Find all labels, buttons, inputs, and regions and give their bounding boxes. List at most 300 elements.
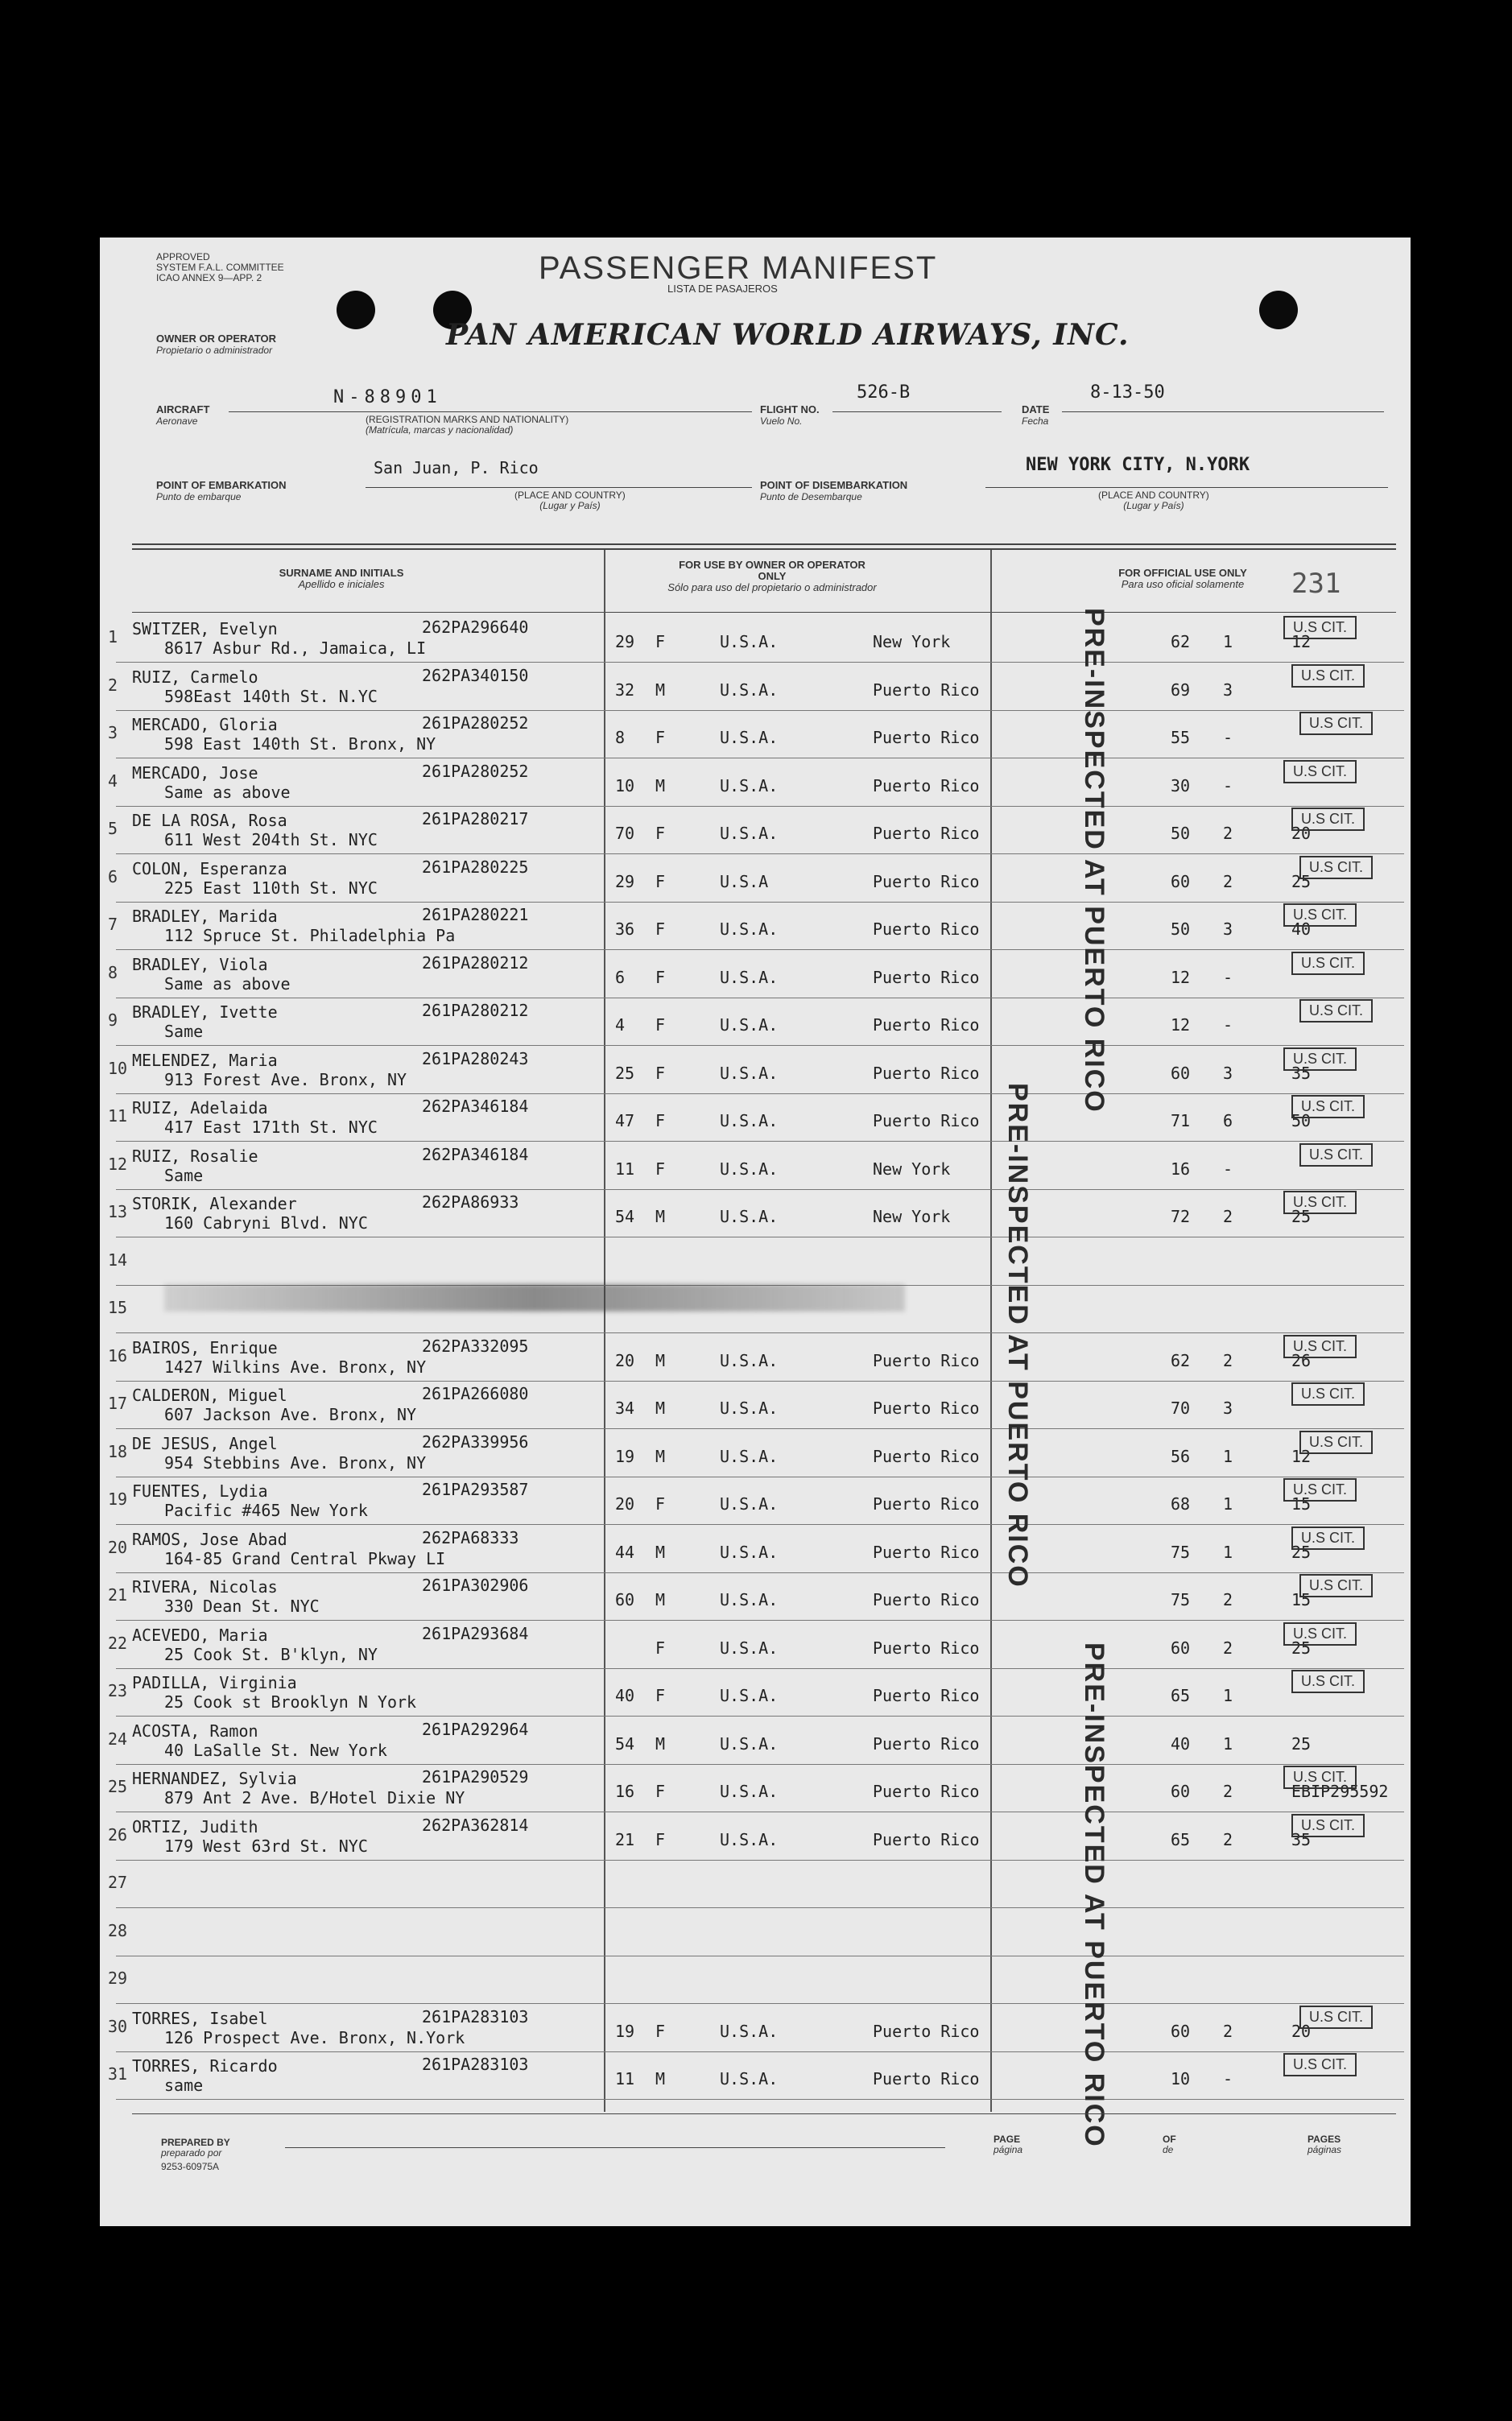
citizenship-stamp: U.S CIT. <box>1283 903 1357 927</box>
row-number: 19 <box>108 1489 128 1509</box>
registration-note-es: (Matrícula, marcas y nacionalidad) <box>366 424 514 436</box>
passenger-origin: New York <box>873 1207 951 1226</box>
owner-label <box>156 333 276 356</box>
official-code-1: 40 <box>1171 1733 1191 1754</box>
official-code-2: 1 <box>1223 1542 1233 1562</box>
passenger-age: 32 <box>615 680 635 700</box>
official-code-2: 1 <box>1223 632 1233 651</box>
place-note-text: (PLACE AND COUNTRY) <box>1098 490 1209 501</box>
row-number: 16 <box>108 1345 128 1365</box>
pages-label-es: páginas <box>1308 2144 1342 2155</box>
table-row <box>100 1621 1411 1669</box>
table-row <box>100 1333 1411 1382</box>
passenger-age: 21 <box>615 1829 635 1849</box>
place-note-text: (PLACE AND COUNTRY) <box>514 490 626 501</box>
aircraft-value: N-88901 <box>333 387 442 407</box>
passenger-age: 54 <box>615 1207 635 1226</box>
table-row <box>100 1717 1411 1765</box>
passenger-sex: M <box>655 1446 666 1466</box>
table-row <box>100 1572 1411 1621</box>
registration-note-text: (REGISTRATION MARKS AND NATIONALITY) <box>366 414 569 425</box>
official-code-2: 3 <box>1223 680 1233 700</box>
official-code-2: - <box>1223 1015 1233 1035</box>
passenger-sex: F <box>655 728 666 747</box>
official-note: EBIP295592 <box>1291 1782 1389 1801</box>
row-number: 21 <box>108 1585 128 1605</box>
passenger-name: TORRES, Isabel <box>132 2008 268 2028</box>
passenger-age: 29 <box>615 632 635 651</box>
ticket-number: 261PA280243 <box>422 1048 529 1068</box>
ticket-number: 261PA293587 <box>422 1480 529 1499</box>
passenger-origin: Puerto Rico <box>873 967 980 987</box>
passenger-origin: Puerto Rico <box>873 1733 980 1754</box>
table-row <box>100 1237 1411 1286</box>
official-note: 25 <box>1291 1542 1312 1562</box>
table-row <box>100 1381 1411 1429</box>
passenger-name: CALDERON, Miguel <box>132 1386 287 1405</box>
citizenship-stamp: U.S CIT. <box>1291 1095 1365 1118</box>
embark-label <box>156 479 287 502</box>
passenger-nationality: U.S.A. <box>720 1015 779 1035</box>
passenger-nationality: U.S.A. <box>720 1063 779 1083</box>
disembark-label-text: POINT OF DISEMBARKATION <box>760 479 908 491</box>
passenger-sex: F <box>655 1063 666 1083</box>
passenger-origin: Puerto Rico <box>873 1829 980 1849</box>
manifest-sheet <box>100 238 1411 2226</box>
passenger-address: 126 Prospect Ave. Bronx, N.York <box>164 2027 465 2047</box>
passenger-nationality: U.S.A. <box>720 1590 779 1609</box>
row-number: 9 <box>108 1010 118 1030</box>
passenger-sex: M <box>655 2069 666 2088</box>
passenger-origin: Puerto Rico <box>873 1638 980 1658</box>
passenger-address: 598 East 140th St. Bronx, NY <box>164 734 436 754</box>
passenger-address: 954 Stebbins Ave. Bronx, NY <box>164 1452 427 1473</box>
disembark-value: NEW YORK CITY, N.YORK <box>1026 455 1250 475</box>
row-number: 7 <box>108 915 118 934</box>
aircraft-underline <box>229 411 752 412</box>
official-code-2: 2 <box>1223 2021 1233 2041</box>
passenger-sex: M <box>655 1733 666 1754</box>
official-code-2: 2 <box>1223 1207 1233 1226</box>
citizenship-stamp: U.S CIT. <box>1291 1670 1365 1693</box>
passenger-sex: M <box>655 680 666 700</box>
passenger-name: BRADLEY, Ivette <box>132 1002 278 1022</box>
header-rule-top <box>132 543 1396 545</box>
passenger-sex: F <box>655 1111 666 1130</box>
ticket-number: 261PA280217 <box>422 809 529 828</box>
table-row <box>100 1860 1411 1908</box>
official-code-1: 62 <box>1171 632 1191 651</box>
official-code-2: 3 <box>1223 1063 1233 1083</box>
passenger-sex: F <box>655 1159 666 1179</box>
disembark-label <box>760 479 907 502</box>
table-row <box>100 1908 1411 1956</box>
official-code-2: - <box>1223 2069 1233 2088</box>
table-row <box>100 710 1411 758</box>
passenger-name: RUIZ, Rosalie <box>132 1146 258 1166</box>
passenger-origin: Puerto Rico <box>873 1063 980 1083</box>
passenger-sex: F <box>655 2021 666 2041</box>
official-note: 15 <box>1291 1590 1312 1609</box>
embark-label-es: Punto de embarque <box>156 491 242 502</box>
citizenship-stamp: U.S CIT. <box>1299 712 1373 735</box>
row-number: 31 <box>108 2064 128 2084</box>
passenger-nationality: U.S.A. <box>720 728 779 747</box>
passenger-name: SWITZER, Evelyn <box>132 619 278 638</box>
passenger-age: 11 <box>615 1159 635 1179</box>
row-number: 29 <box>108 1969 128 1988</box>
row-number: 4 <box>108 771 118 791</box>
official-code-2: 3 <box>1223 1398 1233 1418</box>
passenger-nationality: U.S.A. <box>720 1159 779 1179</box>
official-note: 12 <box>1291 1446 1312 1466</box>
row-number: 30 <box>108 2016 128 2036</box>
official-code-1: 12 <box>1171 967 1191 987</box>
citizenship-stamp: U.S CIT. <box>1291 1814 1365 1837</box>
official-code-1: 72 <box>1171 1207 1191 1226</box>
official-note: 35 <box>1291 1829 1312 1849</box>
row-number: 11 <box>108 1106 128 1126</box>
row-number: 22 <box>108 1633 128 1653</box>
citizenship-stamp: U.S CIT. <box>1291 664 1365 688</box>
owner-label-es: Propietario o administrador <box>156 345 273 356</box>
passenger-address: 179 West 63rd St. NYC <box>164 1836 368 1856</box>
passenger-nationality: U.S.A. <box>720 1398 779 1418</box>
official-note: 15 <box>1291 1494 1312 1514</box>
passenger-origin: Puerto Rico <box>873 919 980 939</box>
table-row <box>100 1956 1411 2004</box>
date-underline <box>1062 411 1384 412</box>
table-row <box>100 1429 1411 1477</box>
prepared-by-es: preparado por <box>161 2147 222 2159</box>
passenger-name: DE JESUS, Angel <box>132 1433 278 1453</box>
official-note: 35 <box>1291 1063 1312 1083</box>
official-code-1: 60 <box>1171 1782 1191 1801</box>
citizenship-stamp: U.S CIT. <box>1283 1478 1357 1502</box>
of-label-es: de <box>1163 2144 1174 2155</box>
ticket-number: 261PA280212 <box>422 1001 529 1020</box>
row-number: 6 <box>108 866 118 886</box>
passenger-nationality: U.S.A. <box>720 967 779 987</box>
official-code-2: 2 <box>1223 1350 1233 1370</box>
passenger-name: DE LA ROSA, Rosa <box>132 811 287 830</box>
passenger-nationality: U.S.A <box>720 871 769 891</box>
official-code-1: 65 <box>1171 1829 1191 1849</box>
passenger-sex: F <box>655 967 666 987</box>
passenger-address: Pacific #465 New York <box>164 1501 368 1520</box>
column-head-official-es: Para uso oficial solamente <box>1121 578 1245 590</box>
aircraft-label-es: Aeronave <box>156 415 198 427</box>
prepared-by-line <box>285 2147 945 2148</box>
passenger-name: RAMOS, Jose Abad <box>132 1529 287 1549</box>
preinspected-stamp: PRE-INSPECTED AT PUERTO RICO <box>1002 1083 1033 1589</box>
row-number: 12 <box>108 1154 128 1174</box>
passenger-sex: M <box>655 1207 666 1226</box>
official-note: 12 <box>1291 632 1312 651</box>
passenger-nationality: U.S.A. <box>720 1638 779 1658</box>
column-head-owner <box>667 560 877 593</box>
ticket-number: 261PA293684 <box>422 1623 529 1643</box>
passenger-age: 20 <box>615 1494 635 1514</box>
passenger-origin: Puerto Rico <box>873 1494 980 1514</box>
citizenship-stamp: U.S CIT. <box>1299 1574 1373 1597</box>
disembark-underline <box>985 487 1388 488</box>
table-row <box>100 998 1411 1046</box>
row-number: 2 <box>108 675 118 695</box>
passenger-name: RUIZ, Adelaida <box>132 1098 268 1118</box>
embark-place-note <box>514 490 626 511</box>
passenger-origin: Puerto Rico <box>873 1542 980 1562</box>
citizenship-stamp: U.S CIT. <box>1283 616 1357 639</box>
passenger-age: 34 <box>615 1398 635 1418</box>
passenger-address: Same as above <box>164 782 291 802</box>
passenger-name: BRADLEY, Viola <box>132 954 268 974</box>
passenger-nationality: U.S.A. <box>720 1733 779 1754</box>
official-code-1: 65 <box>1171 1686 1191 1705</box>
passenger-sex: F <box>655 919 666 939</box>
passenger-origin: Puerto Rico <box>873 1782 980 1801</box>
passenger-nationality: U.S.A. <box>720 1686 779 1705</box>
row-divider <box>116 2099 1404 2100</box>
passenger-age: 60 <box>615 1590 635 1609</box>
passenger-origin: Puerto Rico <box>873 775 980 795</box>
flight-label <box>760 403 820 427</box>
table-row <box>100 2051 1411 2100</box>
passenger-age: 70 <box>615 824 635 843</box>
passenger-address: 164-85 Grand Central Pkway LI <box>164 1548 446 1568</box>
citizenship-stamp: U.S CIT. <box>1283 760 1357 783</box>
passenger-sex: M <box>655 1350 666 1370</box>
passenger-address: 611 West 204th St. NYC <box>164 830 378 849</box>
passenger-address: 607 Jackson Ave. Bronx, NY <box>164 1405 417 1424</box>
ticket-number: 261PA280221 <box>422 905 529 924</box>
approval-line: SYSTEM F.A.L. COMMITTEE <box>156 262 284 273</box>
passenger-nationality: U.S.A. <box>720 2069 779 2088</box>
citizenship-stamp: U.S CIT. <box>1283 1047 1357 1071</box>
citizenship-stamp: U.S CIT. <box>1283 1622 1357 1646</box>
passenger-address: 225 East 110th St. NYC <box>164 878 378 898</box>
aircraft-label-text: AIRCRAFT <box>156 403 210 415</box>
passenger-sex: F <box>655 1686 666 1705</box>
row-number: 26 <box>108 1824 128 1845</box>
passenger-origin: Puerto Rico <box>873 1015 980 1035</box>
passenger-age: 29 <box>615 871 635 891</box>
citizenship-stamp: U.S CIT. <box>1291 952 1365 975</box>
official-code-1: 10 <box>1171 2069 1191 2088</box>
row-number: 25 <box>108 1777 128 1796</box>
citizenship-stamp: U.S CIT. <box>1299 1143 1373 1167</box>
passenger-sex: M <box>655 1542 666 1562</box>
passenger-age: 19 <box>615 2021 635 2041</box>
column-head-official <box>1066 568 1299 590</box>
flight-label-es: Vuelo No. <box>760 415 803 427</box>
passenger-name: MERCADO, Gloria <box>132 715 278 734</box>
passenger-nationality: U.S.A. <box>720 1494 779 1514</box>
passenger-address: Same <box>164 1165 204 1185</box>
ticket-number: 261PA266080 <box>422 1384 529 1403</box>
passenger-name: ORTIZ, Judith <box>132 1816 258 1836</box>
table-row <box>100 806 1411 854</box>
passenger-address: 598East 140th St. N.YC <box>164 686 378 706</box>
official-note: 25 <box>1291 871 1312 891</box>
of-label-text: OF <box>1163 2134 1176 2145</box>
pages-label-text: PAGES <box>1308 2134 1341 2145</box>
passenger-sex: M <box>655 775 666 795</box>
passenger-nationality: U.S.A. <box>720 1542 779 1562</box>
smudge-mark <box>164 1284 905 1312</box>
official-code-1: 16 <box>1171 1159 1191 1179</box>
citizenship-stamp: U.S CIT. <box>1291 1382 1365 1406</box>
official-code-1: 75 <box>1171 1542 1191 1562</box>
passenger-name: BRADLEY, Marida <box>132 907 278 926</box>
passenger-origin: New York <box>873 1159 951 1179</box>
passenger-address: 8617 Asbur Rd., Jamaica, LI <box>164 638 427 658</box>
official-code-2: 2 <box>1223 1829 1233 1849</box>
row-number: 23 <box>108 1681 128 1700</box>
passenger-age: 6 <box>615 967 626 987</box>
official-note: 25 <box>1291 1207 1312 1226</box>
row-number: 5 <box>108 819 118 838</box>
row-number: 27 <box>108 1873 128 1892</box>
passenger-address: Same as above <box>164 973 291 994</box>
passenger-address: Same <box>164 1022 204 1041</box>
passenger-origin: Puerto Rico <box>873 680 980 700</box>
flight-underline <box>832 411 1002 412</box>
aircraft-label <box>156 403 209 427</box>
footer-rule <box>132 2113 1396 2114</box>
page-title: PASSENGER MANIFEST <box>539 250 938 286</box>
passenger-age: 20 <box>615 1350 635 1370</box>
of-label <box>1163 2134 1176 2155</box>
official-code-2: 1 <box>1223 1494 1233 1514</box>
passenger-sex: M <box>655 1398 666 1418</box>
citizenship-stamp: U.S CIT. <box>1299 856 1373 879</box>
column-head-rule <box>132 612 1396 613</box>
passenger-sex: F <box>655 871 666 891</box>
ticket-number: 261PA280252 <box>422 713 529 733</box>
ticket-number: 262PA86933 <box>422 1192 519 1212</box>
passenger-sex: F <box>655 824 666 843</box>
table-row <box>100 663 1411 711</box>
passenger-address: 112 Spruce St. Philadelphia Pa <box>164 926 456 945</box>
official-code-2: 2 <box>1223 1590 1233 1609</box>
table-row <box>100 1764 1411 1812</box>
passenger-name: STORIK, Alexander <box>132 1194 297 1213</box>
disembark-place-note <box>1098 490 1209 511</box>
column-head-names-text: SURNAME AND INITIALS <box>279 567 404 579</box>
page-subtitle: LISTA DE PASAJEROS <box>667 283 778 295</box>
flight-value: 526-B <box>857 382 911 403</box>
prepared-by-label <box>161 2138 230 2172</box>
table-row <box>100 1668 1411 1717</box>
embark-underline <box>366 487 752 488</box>
table-row <box>100 1093 1411 1142</box>
row-number: 17 <box>108 1394 128 1413</box>
pages-label <box>1308 2134 1341 2155</box>
passenger-origin: Puerto Rico <box>873 824 980 843</box>
official-code-1: 69 <box>1171 680 1191 700</box>
row-number: 18 <box>108 1441 128 1461</box>
passenger-nationality: U.S.A. <box>720 919 779 939</box>
passenger-age: 10 <box>615 775 635 795</box>
registration-note <box>366 415 568 436</box>
punch-hole-icon <box>1259 291 1298 329</box>
citizenship-stamp: U.S CIT. <box>1283 1335 1357 1358</box>
ticket-number: 261PA283103 <box>422 2006 529 2026</box>
official-code-1: 60 <box>1171 2021 1191 2041</box>
passenger-age: 11 <box>615 2069 635 2088</box>
passenger-address: 330 Dean St. NYC <box>164 1597 320 1616</box>
passenger-sex: F <box>655 1015 666 1035</box>
official-code-1: 70 <box>1171 1398 1191 1418</box>
table-row <box>100 1189 1411 1237</box>
citizenship-stamp: U.S CIT. <box>1299 1431 1373 1454</box>
passenger-address: 1427 Wilkins Ave. Bronx, NY <box>164 1357 427 1377</box>
official-code-2: 2 <box>1223 824 1233 843</box>
passenger-name: MELENDEZ, Maria <box>132 1050 278 1070</box>
ticket-number: 261PA280252 <box>422 761 529 781</box>
ticket-number: 262PA340150 <box>422 665 529 685</box>
official-code-1: 62 <box>1171 1350 1191 1370</box>
ticket-number: 262PA346184 <box>422 1144 529 1164</box>
passenger-nationality: U.S.A. <box>720 1207 779 1226</box>
official-code-1: 71 <box>1171 1111 1191 1130</box>
ticket-number: 262PA296640 <box>422 618 529 637</box>
passenger-sex: F <box>655 1494 666 1514</box>
row-number: 20 <box>108 1537 128 1557</box>
official-code-2: 1 <box>1223 1733 1233 1754</box>
official-code-2: - <box>1223 1159 1233 1179</box>
place-note-es: (Lugar y País) <box>539 500 601 511</box>
prepared-by-text: PREPARED BY <box>161 2137 230 2148</box>
form-number: 9253-60975A <box>161 2161 220 2172</box>
passenger-origin: Puerto Rico <box>873 1350 980 1370</box>
official-code-2: 2 <box>1223 1638 1233 1658</box>
passenger-name: ACEVEDO, Maria <box>132 1625 268 1645</box>
column-head-names-es: Apellido e iniciales <box>298 578 385 590</box>
ticket-number: 262PA332095 <box>422 1336 529 1356</box>
official-code-2: - <box>1223 967 1233 987</box>
citizenship-stamp: U.S CIT. <box>1299 999 1373 1023</box>
date-label <box>1022 403 1049 427</box>
flight-label-text: FLIGHT NO. <box>760 403 820 415</box>
ticket-number: 262PA362814 <box>422 1815 529 1835</box>
page-label <box>994 2134 1022 2155</box>
row-number: 1 <box>108 627 118 647</box>
passenger-address: 879 Ant 2 Ave. B/Hotel Dixie NY <box>164 1788 465 1807</box>
passenger-origin: Puerto Rico <box>873 1446 980 1466</box>
table-row <box>100 614 1411 663</box>
page-label-es: página <box>994 2144 1023 2155</box>
passenger-age: 19 <box>615 1446 635 1466</box>
preinspected-stamp: PRE-INSPECTED AT PUERTO RICO <box>1079 608 1109 1113</box>
embark-label-text: POINT OF EMBARKATION <box>156 479 287 491</box>
ticket-number: 261PA280212 <box>422 952 529 973</box>
official-code-1: 60 <box>1171 871 1191 891</box>
passenger-address: 25 Cook St. B'klyn, NY <box>164 1644 378 1664</box>
passenger-origin: Puerto Rico <box>873 1398 980 1418</box>
passenger-nationality: U.S.A. <box>720 1782 779 1801</box>
passenger-name: MERCADO, Jose <box>132 762 258 783</box>
passenger-age: 4 <box>615 1015 626 1035</box>
passenger-origin: New York <box>873 632 951 651</box>
official-code-1: 68 <box>1171 1494 1191 1514</box>
passenger-sex: M <box>655 1590 666 1609</box>
citizenship-stamp: U.S CIT. <box>1283 2053 1357 2076</box>
row-number: 13 <box>108 1202 128 1221</box>
passenger-nationality: U.S.A. <box>720 1350 779 1370</box>
passenger-nationality: U.S.A. <box>720 824 779 843</box>
